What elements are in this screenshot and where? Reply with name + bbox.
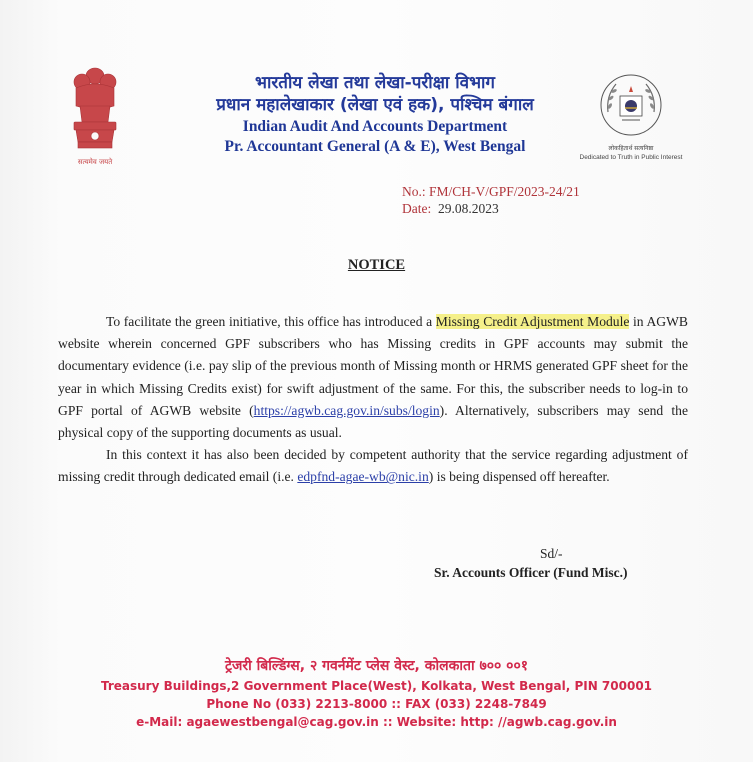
office-footer [0,655,753,731]
dedicated-email-link[interactable]: edpfnd-agae-wb@nic.in [297,469,429,485]
signature-sd: Sd/- [540,546,563,561]
module-name-highlight: Missing Credit Adjustment Module [435,314,630,329]
seal-caption-hindi: लोकहितार्थ सत्यनिष्ठा [608,145,654,152]
header-hindi-line1: भारतीय लेखा तथा लेखा-परीक्षा विभाग [255,73,495,93]
notice-title-wrap [0,257,753,274]
notice-paragraph-2 [58,444,688,488]
para2-text-b: ) is being dispensed off hereafter. [428,469,610,485]
header-english-line1: Indian Audit And Accounts Department [242,118,508,135]
seal-caption [572,144,690,162]
para1-text-c: ). Alternatively, subscribers may send the physical copy of the supporting documents as usual. [58,402,688,441]
ref-date-value: 29.08.2023 [438,201,499,216]
notice-paragraph-1 [58,311,688,444]
seal-caption-english: Dedicated to Truth in Public Interest [579,154,683,161]
notice-body [58,311,688,489]
national-emblem-icon [64,66,126,172]
emblem-caption: सत्यमेव जयते [77,158,113,166]
header-english-line2: Pr. Accountant General (A & E), West Bengal [224,138,526,155]
footer-phone: Phone No (033) 2213-8000 :: FAX (033) 2248-7849 [206,697,547,711]
footer-address: Treasury Buildings,2 Government Place(West), Kolkata, West Bengal, PIN 700001 [100,679,653,693]
header-hindi-line2: प्रधान महालेखाकार (लेखा एवं हक), पश्चिम बंगाल [216,95,534,115]
cag-seal-icon [598,72,664,138]
ref-no-label: No.: [402,184,426,199]
para2-text-a: In this context it has also been decided by competent authority that the service regarding adjustment of missing credit through dedicated email (i.e. [58,447,688,485]
signatory-designation: Sr. Accounts Officer (Fund Misc.) [434,565,628,580]
gpf-portal-link[interactable]: https://agwb.cag.gov.in/subs/login [253,402,440,418]
ref-no-value: FM/CH-V/GPF/2023-24/21 [429,184,580,199]
department-header [190,72,560,156]
ref-date-label: Date: [402,201,432,216]
reference-block [402,183,580,217]
para1-text-a: To facilitate the green initiative, this office has introduced a [106,314,436,329]
footer-hindi-address: ट्रेजरी बिल्डिंग्स, २ गवर्नमेंट प्लेस वेस्ट, कोलकाता ७०० ००१ [224,658,529,674]
notice-title: NOTICE [347,257,406,273]
footer-email-website: e-Mail: agaewestbengal@cag.gov.in :: Website: http: //agwb.cag.gov.in [136,715,617,729]
para1-text-b: in AGWB website wherein concerned GPF subscribers who has Missing credits in GPF accounts may submit the documentary evidence (i.e. pay slip of the previous month of Missing month or HRMS generated GPF sheet for the year in which Missing Credits exist) for swift adjustment of the same. For this, the subscriber needs to log-in to GPF portal of AGWB website ( [58,314,688,418]
